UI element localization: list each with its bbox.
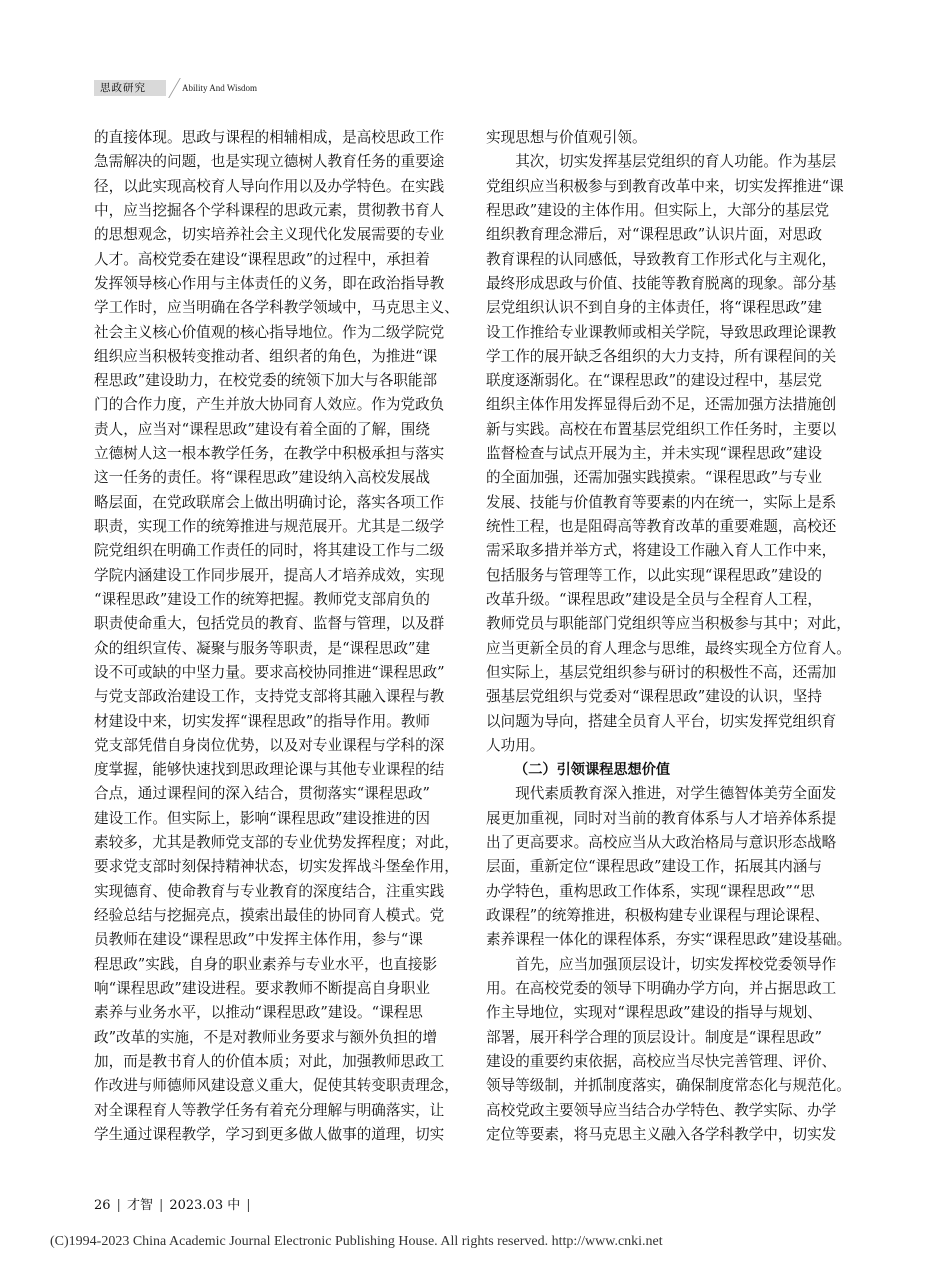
footer-separator: | — [116, 1198, 121, 1213]
left-column — [94, 126, 469, 1147]
journal-name: 才智 — [126, 1198, 153, 1213]
body-paragraph: 现代素质教育深入推进，对学生德智体美劳全面发 展更加重视，同时对当前的教育体系与人才培养体系提 出了更高要求。高校应当从大政治格局与意识形态战略 层面，重新定位“课程思政”建设工作，拓展其内涵与 办学特色，重构思政工作体系，实现“课程思政”“思 政课程”的统筹推进，积极构建专业课程与理论课程、 素养课程一体化的课程体系，夯实“课程思政”建设基础。 — [486, 785, 852, 949]
running-header — [94, 80, 257, 96]
body-paragraph: 实现思想与价值观引领。 其次，切实发挥基层党组织的育人功能。作为基层 党组织应当积极参与到教育改革中来，切实发挥推进“课 程思政”建设的主体作用。但实际上，大部分的基层党 组织教育理念滞后，对“课程思政”认识片面，对思政 教育课程的认同感低，导致教育工作形式化与主观化， 最终形成思政与价值、技能等教育脱离的现象。部分基 层党组织认识不到自身的主体责任，将“课程思政”建 设工作推给专业课教师或相关学院，导致思政理论课教 学工作的展开缺乏各组织的大力支持，所有课程间的关 联度逐渐弱化。在“课程思政”的建设过程中，基层党 组织主体作用发挥显得后劲不足，还需加强方法措施创 新与实践。高校在布置基层党组织工作任务时，主要以 监督检查与试点开展为主，并未实现“课程思政”建设 的全面加强，还需加强实践摸索。“课程思政”与专业 发展、技能与价值教育等要素的内在统一，实际上是系 统性工程，也是阻碍高等教育改革的重要难题，高校还 需采取多措并举方式，将建设工作融入育人工作中来， 包括服务与管理等工作，以此实现“课程思政”建设的 改革升级。“课程思政”建设是全员与全程育人工程， 教师党员与职能部门党组织等应当积极参与其中；对此， 应当更新全员的育人理念与思维，最终实现全方位育人。 但实际上，基层党组织参与研讨的积极性不高，还需加 强基层党组织与党委对“课程思政”建设的认识，坚持 以问题为导向，搭建全员育人平台，切实发挥党组织育 人功用。 — [486, 129, 851, 754]
right-column — [486, 126, 861, 1147]
section-subheading: （二）引领课程思想价值 — [514, 762, 671, 779]
section-tag: 思政研究 — [94, 80, 166, 96]
copyright-notice: (C)1994-2023 China Academic Journal Electronic Publishing House. All rights reserved. http://www.cnki.net — [50, 1234, 663, 1249]
footer-separator: | — [246, 1198, 251, 1213]
page-number: 26 — [94, 1198, 111, 1213]
body-paragraph: 首先，应当加强顶层设计，切实发挥校党委领导作 用。在高校党委的领导下明确办学方向，并占据思政工 作主导地位，实现对“课程思政”建设的指导与规划、 部署，展开科学合理的顶层设计。制度是“课程思政” 建设的重要约束依据，高校应当尽快完善管理、评价、 领导等级制，并抓制度落实，确保制度常态化与规范化。 高校党政主要领导应当结合办学特色、教学实际、办学 定位等要素，将马克思主义融入各学科教学中，切实发 — [486, 955, 851, 1143]
footer-separator: | — [158, 1198, 164, 1213]
journal-english-name: Ability And Wisdom — [182, 83, 257, 93]
body-paragraph: 的直接体现。思政与课程的相辅相成，是高校思政工作 急需解决的问题，也是实现立德树人教育任务的重要途 径，以此实现高校育人导向作用以及办学特色。在实践 中，应当挖掘各个学科课程的思政元素，贯彻教书育人 的思想观念，切实培养社会主义现代化发展需要的专业 人才。高校党委在建设“课程思政”的过程中，承担着 发挥领导核心作用与主体责任的义务，即在政治指导教 学工作时，应当明确在各学科教学领域中，马克思主义、 社会主义核心价值观的核心指导地位。作为二级学院党 组织应当积极转变推动者、组织者的角色，为推进“课 程思政”建设助力，在校党委的统领下加大与各职能部 门的合作力度，产生并放大协同育人效应。作为党政负 责人，应当对“课程思政”建设有着全面的了解，围绕 立德树人这一根本教学任务，在教学中积极承担与落实 这一任务的责任。将“课程思政”建设纳入高校发展战 略层面，在党政联席会上做出明确讨论，落实各项工作 职责，实现工作的统筹推进与规范展开。尤其是二级学 院党组织在明确工作责任的同时，将其建设工作与二级 学院内涵建设工作同步展开，提高人才培养成效，实现 “课程思政”建设工作的统筹把握。教师党支部肩负的 职责使命重大，包括党员的教育、监督与管理，以及群 众的组织宣传、凝聚与服务等职责，是“课程思政”建 设不可或缺的中坚力量。要求高校协同推进“课程思政” 与党支部政治建设工作，支持党支部将其融入课程与教 材建设中来，切实发挥“课程思政”的指导作用。教师 党支部凭借自身岗位优势，以及对专业课程与学科的深 度掌握，能够快速找到思政理论课与其他专业课程的结 合点，通过课程间的深入结合，贯彻落实“课程思政” 建设工作。但实际上，影响“课程思政”建设推进的因 素较多，尤其是教师党支部的专业优势发挥程度；对此， 要求党支部时刻保持精神状态，切实发挥战斗堡垒作用， 实现德育、使命教育与专业教育的深度结合，注重实践 经验总结与挖掘亮点，摸索出最佳的协同育人模式。党 员教师在建设“课程思政”中发挥主体作用，参与“课 程思政”实践，自身的职业素养与专业水平，也直接影 响“课程思政”建设进程。要求教师不断提高自身职业 素养与业务水平，以推动“课程思政”建设。“课程思 政”改革的实施，不是对教师业务要求与额外负担的增 加，而是教书育人的价值本质；对此，加强教师思政工 作改进与师德师风建设意义重大，促使其转变职责理念， 对全课程育人等教学任务有着充分理解与明确落实，让 学生通过课程教学，学习到更多做人做事的道理，切实 — [94, 129, 459, 1143]
issue-label: 2023.03 中 — [169, 1198, 241, 1213]
page-footer — [94, 1197, 257, 1215]
